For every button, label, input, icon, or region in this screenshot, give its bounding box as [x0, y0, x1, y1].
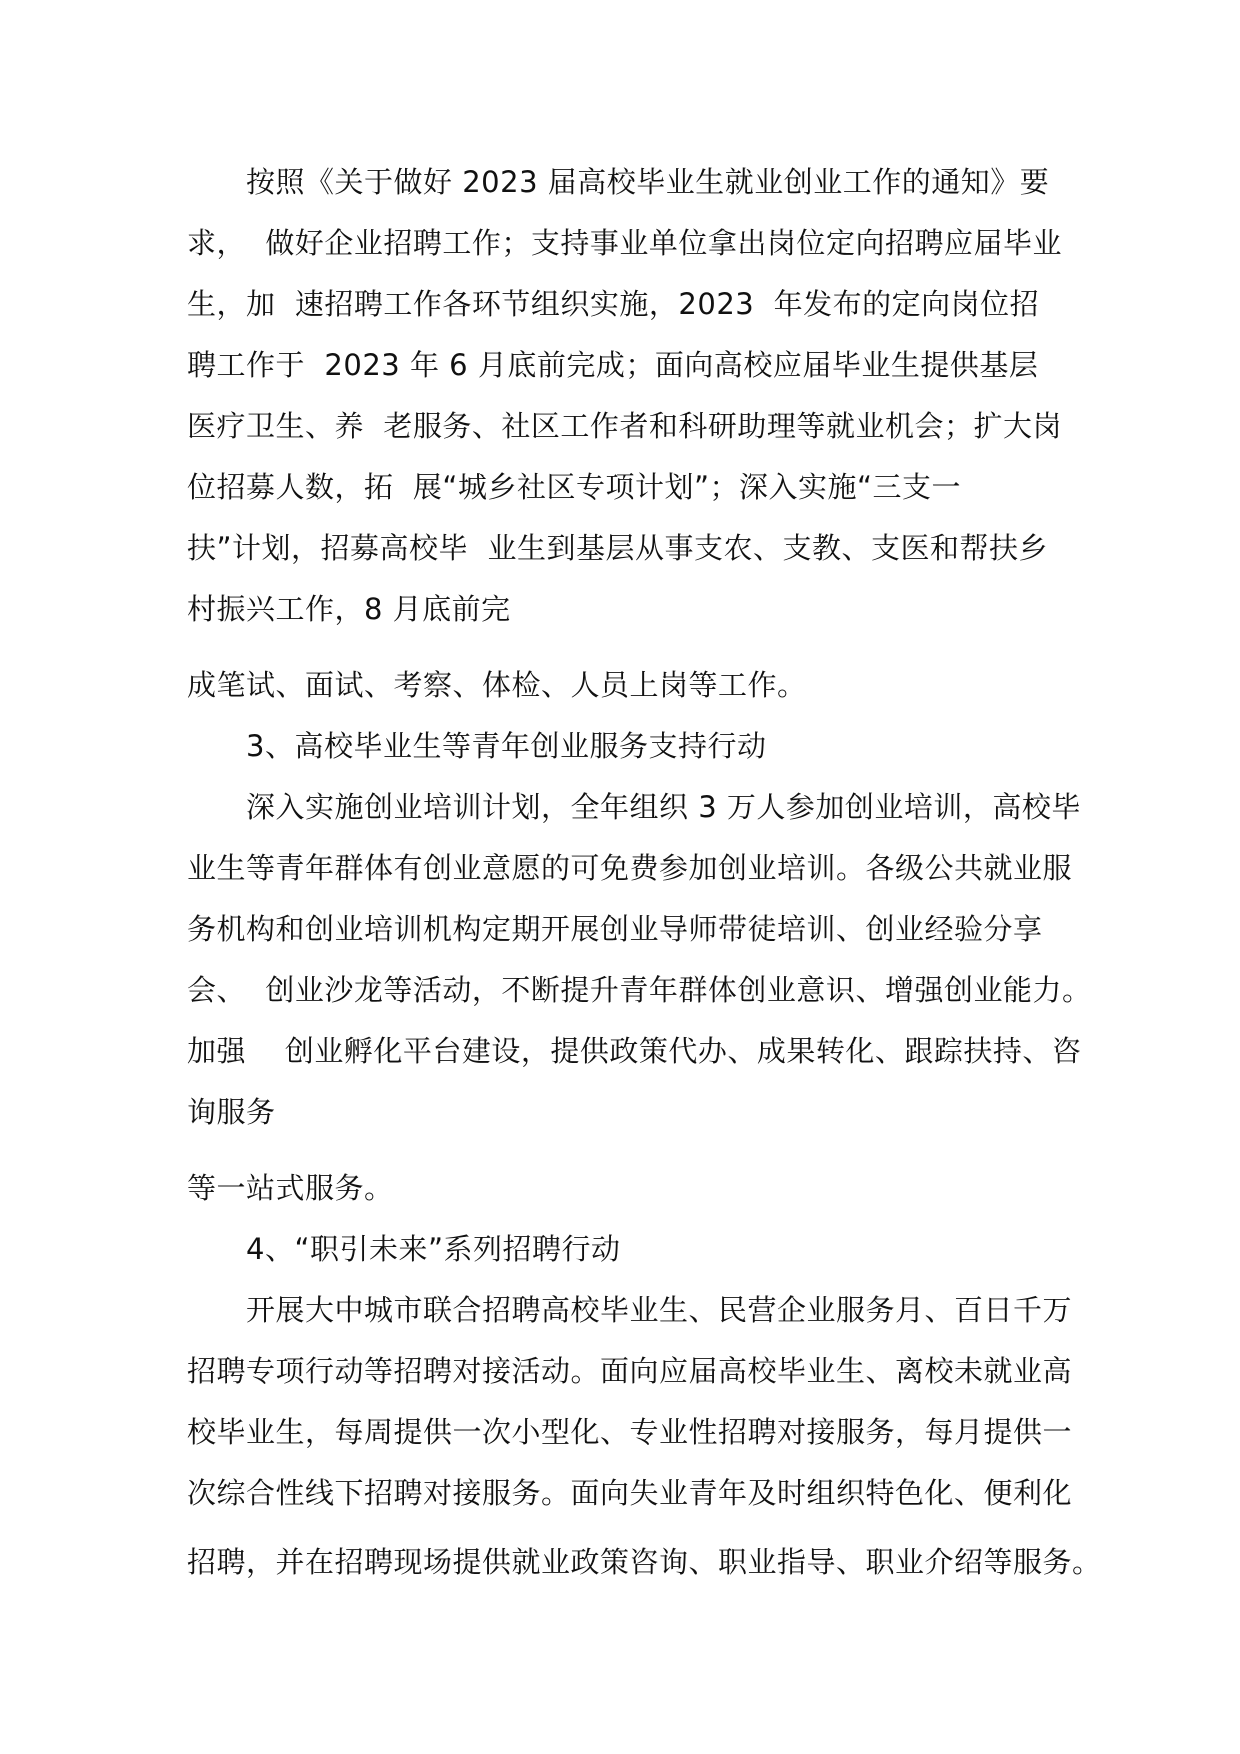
text-line: 求， 做好企业招聘工作；支持事业单位拿出岗位定向招聘应届毕业: [187, 226, 1062, 260]
text-line: 加强 创业孵化平台建设，提供政策代办、成果转化、跟踪扶持、咨: [187, 1034, 1082, 1068]
text-line: 开展大中城市联合招聘高校毕业生、民营企业服务月、百日千万: [246, 1293, 1073, 1327]
text-line: 业生等青年群体有创业意愿的可免费参加创业培训。各级公共就业服: [187, 851, 1073, 885]
text-line: 医疗卫生、养 老服务、社区工作者和科研助理等就业机会；扩大岗: [187, 409, 1062, 443]
text-line: 扶”计划，招募高校毕 业生到基层从事支农、支教、支医和帮扶乡: [187, 531, 1048, 565]
text-line: 会、 创业沙龙等活动，不断提升青年群体创业意识、增强创业能力。: [187, 973, 1092, 1007]
section-heading: 4、“职引未来”系列招聘行动: [246, 1232, 621, 1266]
text-line: 招聘专项行动等招聘对接活动。面向应届高校毕业生、离校未就业高: [187, 1354, 1073, 1388]
text-line: 深入实施创业培训计划，全年组织 3 万人参加创业培训，高校毕: [246, 790, 1081, 824]
text-line: 按照《关于做好 2023 届高校毕业生就业创业工作的通知》要: [246, 165, 1050, 199]
text-line: 校毕业生，每周提供一次小型化、专业性招聘对接服务，每月提供一: [187, 1415, 1073, 1449]
text-line: 村振兴工作，8 月底前完: [187, 592, 511, 626]
text-line: 招聘，并在招聘现场提供就业政策咨询、职业指导、职业介绍等服务。: [187, 1545, 1102, 1579]
text-line: 次综合性线下招聘对接服务。面向失业青年及时组织特色化、便利化: [187, 1476, 1073, 1510]
text-line: 成笔试、面试、考察、体检、人员上岗等工作。: [187, 668, 807, 702]
section-heading: 3、高校毕业生等青年创业服务支持行动: [246, 729, 767, 763]
text-line: 聘工作于 2023 年 6 月底前完成；面向高校应届毕业生提供基层: [187, 348, 1039, 382]
text-line: 询服务: [187, 1095, 276, 1129]
text-line: 生，加 速招聘工作各环节组织实施，2023 年发布的定向岗位招: [187, 287, 1040, 321]
text-line: 位招募人数，拓 展“城乡社区专项计划”；深入实施“三支一: [187, 470, 962, 504]
text-line: 务机构和创业培训机构定期开展创业导师带徒培训、创业经验分享: [187, 912, 1043, 946]
text-line: 等一站式服务。: [187, 1171, 394, 1205]
